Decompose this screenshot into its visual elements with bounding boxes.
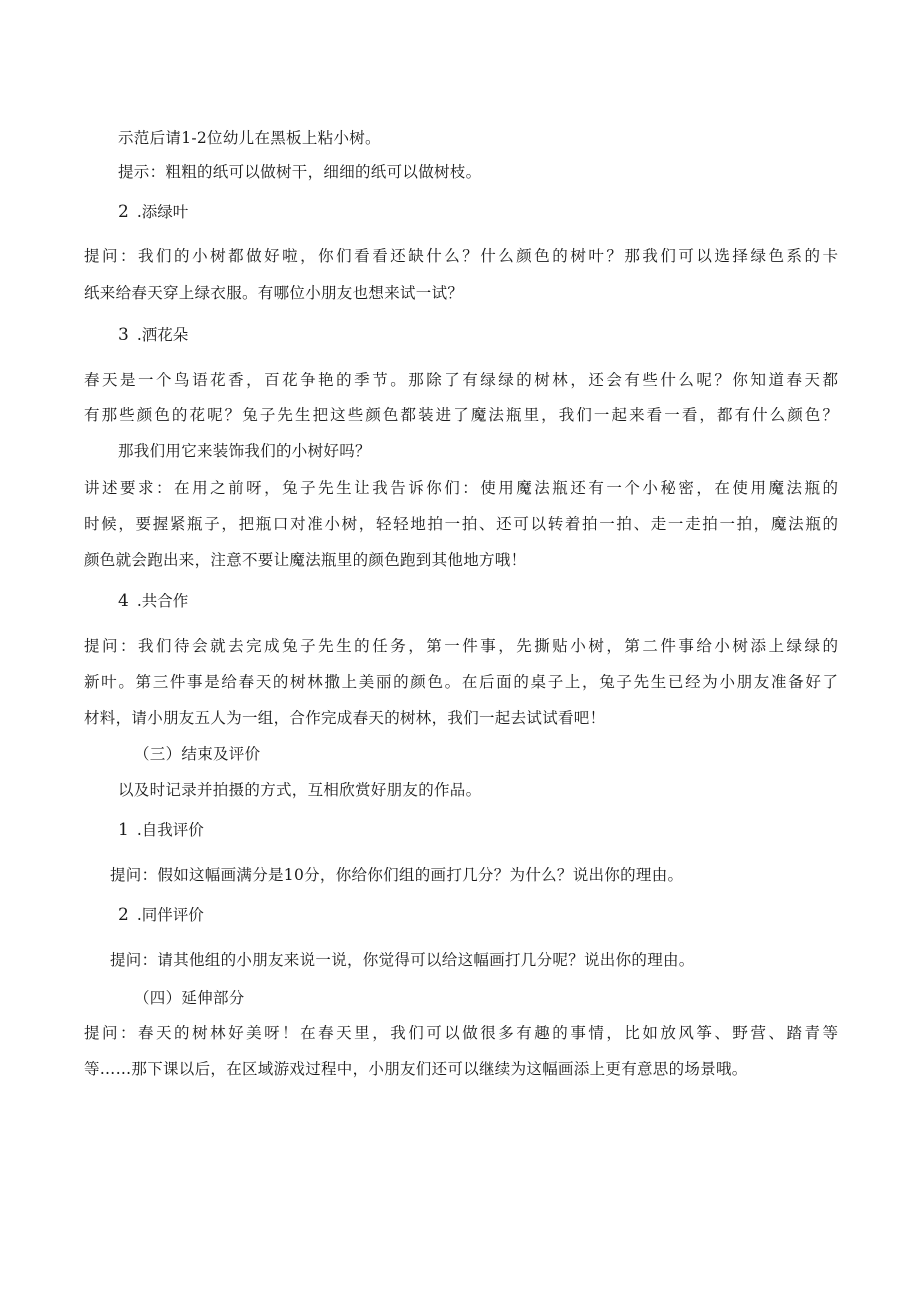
heading-number: 3 [118, 325, 129, 345]
paragraph-task-line-2: 新叶。第三件事是给春天的树林撒上美丽的颜色。在后面的桌子上，兔子先生已经为小朋友准备好了 [84, 673, 838, 691]
paragraph-peer-evaluation: 提问：请其他组的小朋友来说一说，你觉得可以给这幅画打几分呢？说出你的理由。 [110, 951, 695, 969]
heading-text: .洒花朵 [136, 326, 189, 344]
heading-text: .共合作 [136, 592, 189, 610]
paragraph-task-line-1: 提问：我们待会就去完成兔子先生的任务，第一件事，先撕贴小树，第二件事给小树添上绿绿的 [84, 637, 838, 655]
paragraph-extension-line-2: 等……那下课以后，在区域游戏过程中，小朋友们还可以继续为这幅画添上更有意思的场景哦。 [84, 1060, 748, 1078]
paragraph-share: 以及时记录并拍摄的方式，互相欣赏好朋友的作品。 [118, 781, 482, 799]
paragraph-requirements-line-1: 讲述要求：在用之前呀，兔子先生让我告诉你们：使用魔法瓶还有一个小秘密，在使用魔法瓶的 [84, 479, 838, 497]
paragraph-leaves-line-2: 纸来给春天穿上绿衣服。有哪位小朋友也想来试一试？ [84, 284, 464, 302]
heading-number: 2 [118, 905, 129, 925]
paragraph-self-evaluation: 提问：假如这幅画满分是10分，你给你们组的画打几分？为什么？说出你的理由。 [110, 866, 684, 884]
paragraph-spring-line-1: 春天是一个鸟语花香，百花争艳的季节。那除了有绿绿的树林，还会有些什么呢？你知道春天都 [84, 371, 838, 389]
paragraph-decorate: 那我们用它来装饰我们的小树好吗？ [118, 442, 371, 460]
heading-cooperate [118, 591, 188, 611]
heading-number: 2 [118, 202, 129, 222]
section-heading-conclusion: （三）结束及评价 [134, 745, 261, 763]
section-heading-extension: （四）延伸部分 [134, 989, 245, 1007]
paragraph-spring-line-2: 有那些颜色的花呢？兔子先生把这些颜色都装进了魔法瓶里，我们一起来看一看，都有什么颜色？ [84, 406, 838, 424]
heading-text: .同伴评价 [136, 906, 204, 924]
heading-number: 1 [118, 820, 129, 840]
heading-number: 4 [118, 591, 129, 611]
heading-self-evaluation [118, 820, 204, 840]
paragraph-demo: 示范后请1-2位幼儿在黑板上粘小树。 [118, 129, 381, 147]
heading-flowers [118, 325, 188, 345]
paragraph-task-line-3: 材料，请小朋友五人为一组，合作完成春天的树林，我们一起去试试看吧！ [84, 709, 606, 727]
paragraph-requirements-line-2: 时候，要握紧瓶子，把瓶口对准小树，轻轻地拍一拍、还可以转着拍一拍、走一走拍一拍，魔法瓶的 [84, 515, 838, 533]
paragraph-leaves-line-1: 提问：我们的小树都做好啦，你们看看还缺什么？什么颜色的树叶？那我们可以选择绿色系的卡 [84, 247, 838, 265]
paragraph-requirements-line-3: 颜色就会跑出来，注意不要让魔法瓶里的颜色跑到其他地方哦！ [84, 551, 527, 569]
paragraph-extension-line-1: 提问：春天的树林好美呀！在春天里，我们可以做很多有趣的事情，比如放风筝、野营、踏青等 [84, 1024, 838, 1042]
heading-add-leaves [118, 202, 188, 222]
paragraph-tip: 提示：粗粗的纸可以做树干，细细的纸可以做树枝。 [118, 163, 482, 181]
heading-text: .自我评价 [136, 821, 204, 839]
heading-peer-evaluation [118, 905, 204, 925]
heading-text: .添绿叶 [136, 203, 189, 221]
